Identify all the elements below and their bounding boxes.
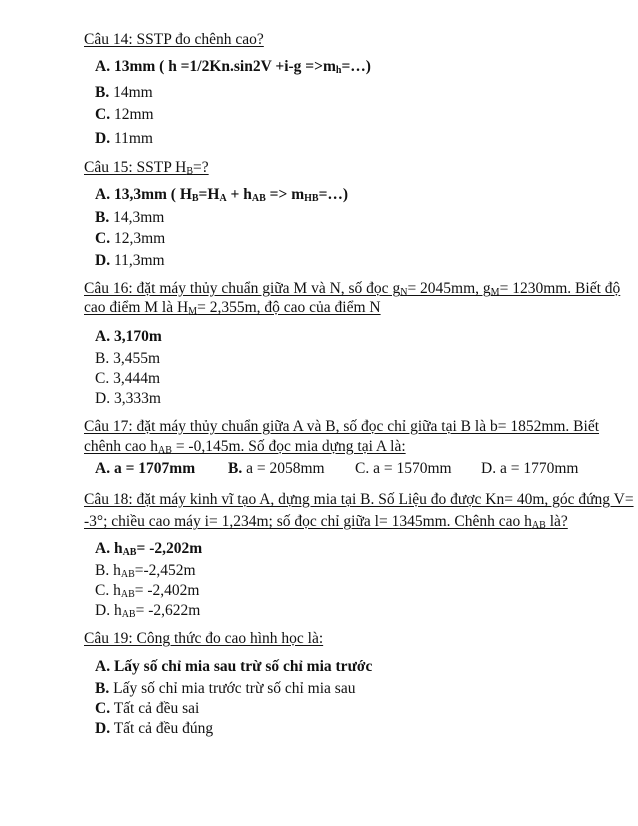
question-17-stem-line-1: Câu 17: đặt máy thủy chuẩn giữa A và B, số đọc chỉ giữa tại B là b= 1852mm. Biết: [84, 418, 600, 435]
question-14-option-d: D. 11mm: [95, 130, 153, 147]
question-16-stem-line-2: cao điểm M là $H_M= 2,355m$, độ cao của điểm N: [84, 299, 381, 317]
question-18-option-c: C. $h_{AB}= -2,402m$: [95, 582, 200, 600]
question-16-option-b: B. 3,455m: [95, 350, 161, 367]
question-18-option-b: B. $h_{AB}=-2,452m$: [95, 562, 196, 580]
question-14-stem: Câu 14: SSTP đo chênh cao?: [84, 31, 264, 48]
question-15-stem: Câu 15: SSTP $H_B=$?: [84, 159, 209, 177]
question-15-option-b: B. 14,3mm: [95, 209, 165, 226]
question-19-option-c: C. Tất cả đều sai: [95, 700, 200, 717]
question-17-option-b: B. a = 2058mm: [228, 460, 325, 477]
question-16-stem-line-1: Câu 16: đặt máy thủy chuẩn giữa M và N, số đọc $g_N= 2045mm$, $g_M= 1230mm$. Biết độ: [84, 280, 621, 298]
question-14-option-b: B. 14mm: [95, 84, 153, 101]
question-16-option-c: C. 3,444m: [95, 370, 161, 387]
question-19-option-d: D. Tất cả đều đúng: [95, 720, 214, 737]
question-19-option-b: B. Lấy số chỉ mia trước trừ số chỉ mia sau: [95, 680, 356, 697]
question-15-option-d: D. 11,3mm: [95, 252, 165, 269]
question-18-stem-line-2: -3°; chiều cao máy i= 1,234m; số đọc chỉ giữa l= 1345mm. Chênh cao $h_{AB}$ là?: [84, 513, 568, 531]
question-17-stem-line-2: chênh cao $h_{AB} = -0,145m$. Số đọc mia dựng tại A là:: [84, 438, 406, 456]
question-16-option-d: D. 3,333m: [95, 390, 161, 407]
question-17-option-d: D. a = 1770mm: [481, 460, 579, 477]
question-18-stem-line-1: Câu 18: đặt máy kinh vĩ tạo A, dựng mia tại B. Số Liệu đo được Kn= 40m, góc đứng V=: [84, 491, 634, 508]
question-17-option-c: C. a = 1570mm: [355, 460, 452, 477]
question-19-option-a: A. Lấy số chỉ mia sau trừ số chỉ mia trước: [95, 658, 373, 675]
question-18-option-d: D. $h_{AB}= -2,622m$: [95, 602, 201, 620]
question-16-option-a: A. 3,170m: [95, 328, 162, 345]
question-18-option-a: A. $h_{AB}= -2,202m$: [95, 540, 203, 558]
question-15-option-a: A. 13,3mm ( $H_B=H_A + h_{AB}$ => $m_{HB}=\dots$): [95, 186, 349, 204]
question-14-option-c: C. 12mm: [95, 106, 154, 123]
question-14-option-a: A. 13mm ( $h =1/2Kn.\sin 2V +i-g =>m_h=\dots$): [95, 58, 371, 76]
question-19-stem: Câu 19: Công thức đo cao hình học là:: [84, 630, 324, 647]
question-15-option-c: C. 12,3mm: [95, 230, 166, 247]
question-17-option-a: A. a = 1707mm: [95, 460, 196, 477]
